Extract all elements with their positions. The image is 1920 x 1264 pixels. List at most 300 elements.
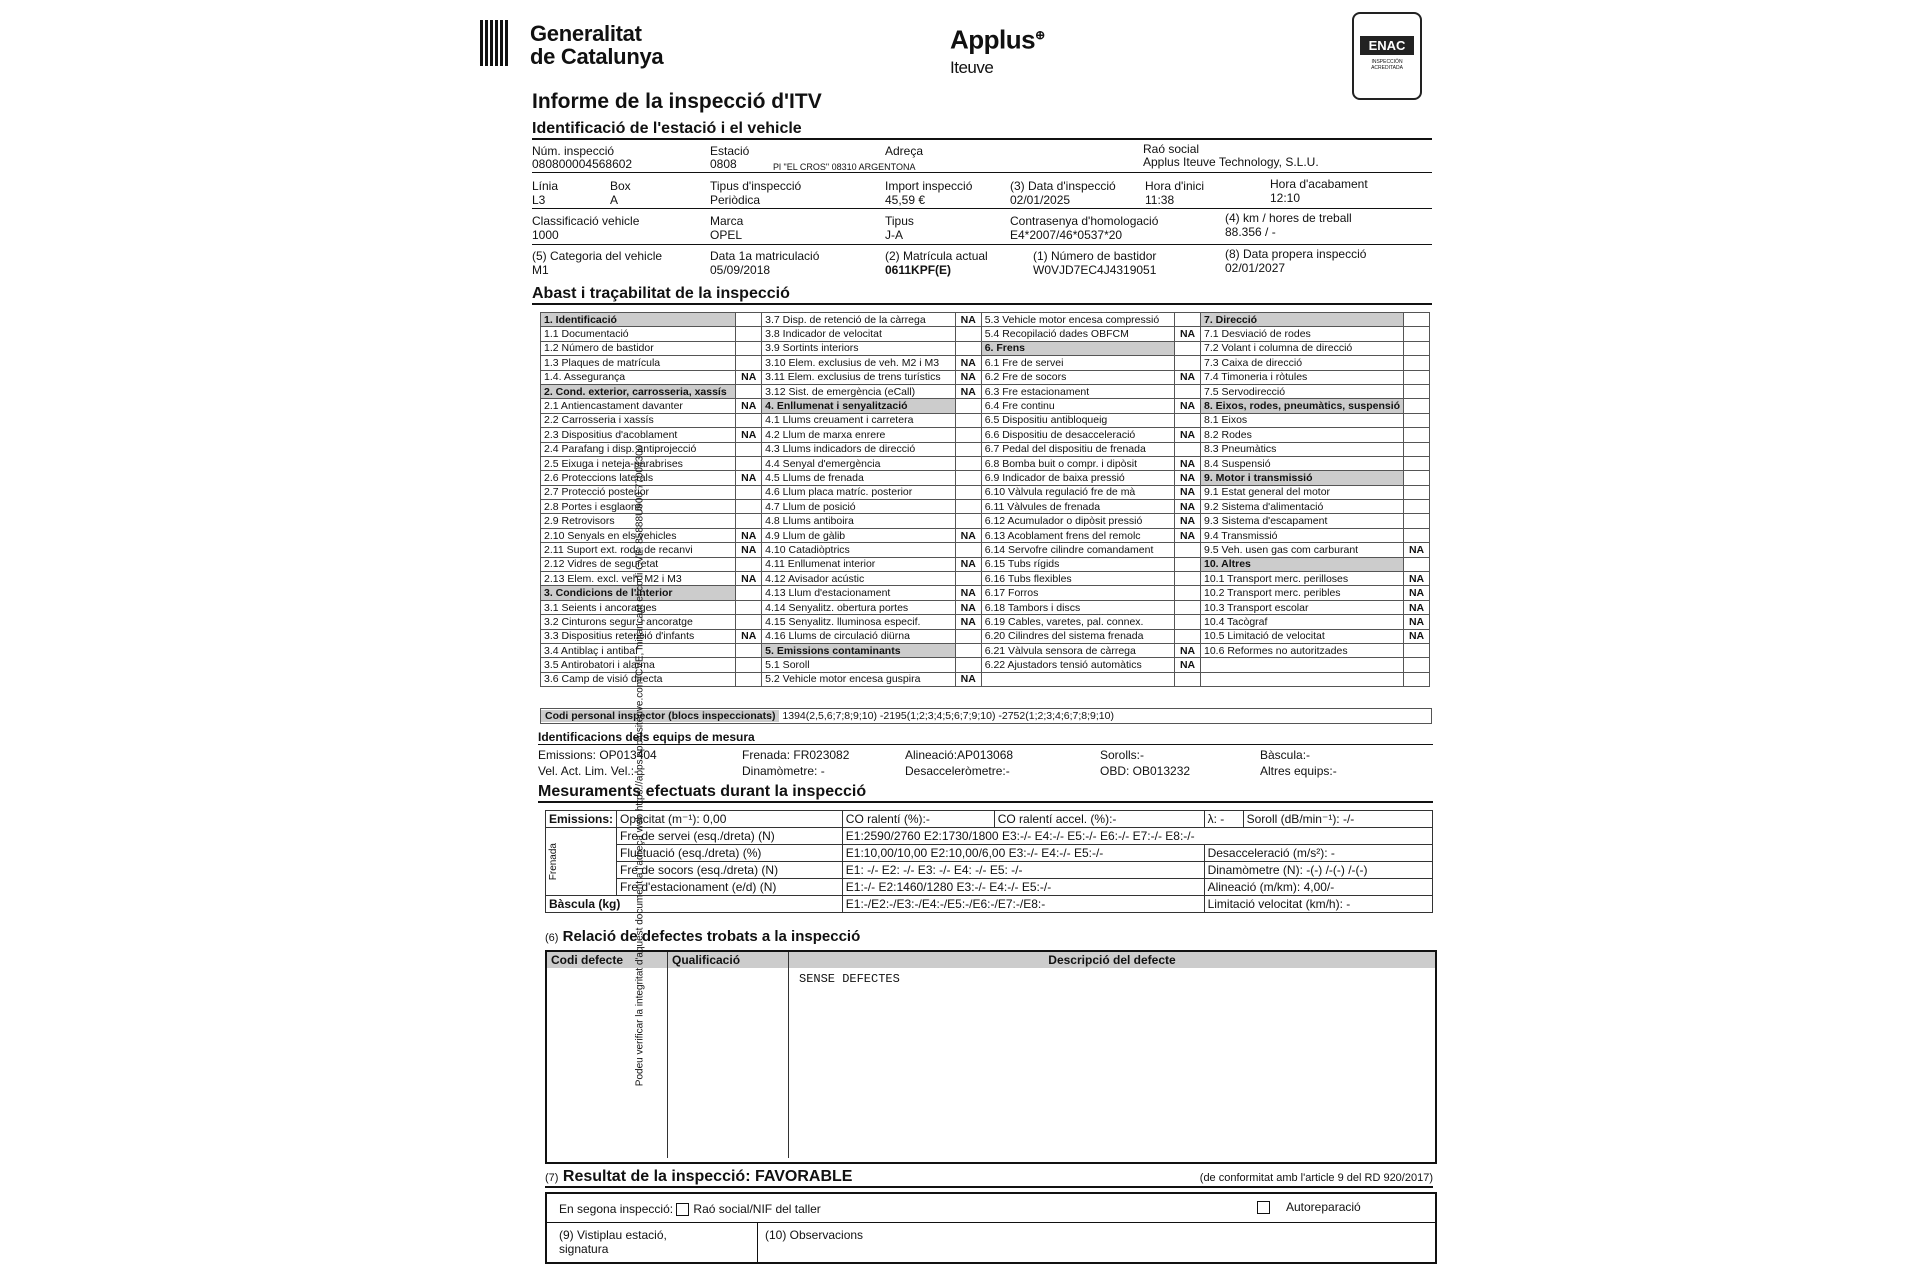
abast-na: NA [736, 543, 762, 557]
value-tipus: J-A [885, 228, 903, 242]
abast-na: NA [1175, 327, 1201, 341]
abast-na: NA [736, 471, 762, 485]
abast-na [1404, 341, 1430, 355]
mes-bascula: E1:-/E2:-/E3:-/E4:-/E5:-/E6:-/E7:-/E8:- [842, 896, 1204, 913]
label-categ: (5) Categoria del vehicle [532, 249, 663, 263]
abast-item: 7.5 Servodirecció [1200, 384, 1403, 398]
abast-item: 9.5 Veh. usen gas com carburant [1200, 543, 1403, 557]
abast-row [541, 456, 1430, 470]
defectes-table [545, 950, 1437, 1164]
abast-na [955, 399, 981, 413]
value-categ: M1 [532, 263, 549, 277]
abast-na [736, 356, 762, 370]
abast-item: 4. Enllumenat i senyalització [762, 399, 956, 413]
mes-co-acc: CO ralentí accel. (%):- [994, 811, 1204, 828]
abast-item: 3.12 Sist. de emergència (eCall) [762, 384, 956, 398]
abast-item: 6.4 Fre continu [981, 399, 1174, 413]
abast-row [541, 313, 1430, 327]
equip-desac: Desacceleròmetre:- [905, 764, 1010, 778]
abast-na: NA [736, 528, 762, 542]
abast-na [955, 327, 981, 341]
abast-row [541, 327, 1430, 341]
abast-item: 5.1 Soroll [762, 658, 956, 672]
abast-na [736, 341, 762, 355]
section-ident: Identificació de l'estació i el vehicle [532, 120, 1432, 140]
mes-co: CO ralentí (%):- [842, 811, 994, 828]
abast-na: NA [1175, 528, 1201, 542]
abast-item: 3.5 Antirobatori i alarma [541, 658, 736, 672]
abast-na [955, 643, 981, 657]
abast-na [1175, 572, 1201, 586]
abast-na [1175, 313, 1201, 327]
abast-item: 4.11 Enllumenat interior [762, 557, 956, 571]
abast-item: 4.8 Llums antiboira [762, 514, 956, 528]
abast-na: NA [1404, 615, 1430, 629]
label-estacio: Estació [710, 144, 750, 158]
abast-item: 4.15 Senyalitz. lluminosa especif. [762, 615, 956, 629]
abast-na [955, 341, 981, 355]
abast-item: 2.4 Parafang i disp. antiprojecció [541, 442, 736, 456]
abast-item: 10.3 Transport escolar [1200, 600, 1403, 614]
enac-seal-icon: ENAC INSPECCIÓN ACREDITADA [1352, 12, 1422, 100]
abast-item: 7. Direcció [1200, 313, 1403, 327]
abast-na [1404, 413, 1430, 427]
abast-row [541, 658, 1430, 672]
rao-nif-label: Raó social/NIF del taller [693, 1202, 821, 1216]
abast-item: 1. Identificació [541, 313, 736, 327]
abast-item: 6.9 Indicador de baixa pressió [981, 471, 1174, 485]
abast-na [736, 313, 762, 327]
abast-na [1404, 471, 1430, 485]
abast-na: NA [955, 356, 981, 370]
abast-na: NA [955, 672, 981, 686]
abast-na [1175, 615, 1201, 629]
value-classif: 1000 [532, 228, 559, 242]
abast-row [541, 356, 1430, 370]
abast-item: 4.10 Catadiòptrics [762, 543, 956, 557]
segona-row [559, 1202, 821, 1216]
label-propera: (8) Data propera inspecció [1225, 247, 1367, 261]
abast-na [1404, 643, 1430, 657]
abast-na [1404, 428, 1430, 442]
abast-row [541, 485, 1430, 499]
abast-row [541, 370, 1430, 384]
codi-inspector [540, 708, 1432, 724]
rao-nif-checkbox[interactable] [676, 1203, 689, 1216]
defectes-title: Relació de defectes trobats a la inspecció [562, 928, 861, 945]
abast-item: 2.11 Suport ext. roda de recanvi [541, 543, 736, 557]
label-adreca: Adreça [885, 144, 924, 158]
abast-item: 6.5 Dispositiu antibloqueig [981, 413, 1174, 427]
abast-item: 7.3 Caixa de direcció [1200, 356, 1403, 370]
label-hora-ini: Hora d'inici [1145, 179, 1204, 193]
abast-row [541, 528, 1430, 542]
defectes-num: (6) [545, 932, 559, 944]
value-matricula: 0611KPF(E) [885, 263, 952, 277]
codi-value: 1394(2,5,6;7;8;9;10) -2195(1;2;3;4;5;6;7;9;10) -2752(1;2;3;4;6;7;8;9;10) [782, 710, 1114, 722]
abast-row [541, 629, 1430, 643]
abast-na: NA [955, 615, 981, 629]
abast-na [1404, 370, 1430, 384]
abast-item: 6.7 Pedal del dispositiu de frenada [981, 442, 1174, 456]
abast-na: NA [1175, 399, 1201, 413]
abast-item: 8.4 Suspensió [1200, 456, 1403, 470]
abast-na: NA [1404, 572, 1430, 586]
label-km: (4) km / hores de treball [1225, 211, 1352, 225]
abast-na [955, 543, 981, 557]
value-box: A [610, 193, 619, 207]
abast-na: NA [955, 557, 981, 571]
abast-na: NA [1175, 471, 1201, 485]
abast-item: 10.5 Limitació de velocitat [1200, 629, 1403, 643]
abast-na: NA [1175, 514, 1201, 528]
abast-item: 10. Altres [1200, 557, 1403, 571]
org-name-line1: Generalitat [530, 21, 642, 46]
abast-na [1404, 514, 1430, 528]
abast-na: NA [736, 428, 762, 442]
abast-row [541, 428, 1430, 442]
abast-item: 4.7 Llum de posició [762, 500, 956, 514]
label-data-mat: Data 1a matriculació [710, 249, 820, 263]
abast-item: 1.1 Documentació [541, 327, 736, 341]
mes-desac: Desacceleració (m/s²): - [1204, 845, 1432, 862]
abast-item [1200, 672, 1403, 686]
abast-item: 3.1 Seients i ancoratges [541, 600, 736, 614]
abast-item: 1.2 Número de bastidor [541, 341, 736, 355]
abast-item: 2.8 Portes i esglaons [541, 500, 736, 514]
mes-estac-label: Fre d'estacionament (e/d) (N) [617, 879, 843, 896]
abast-item: 6. Frens [981, 341, 1174, 355]
abast-na [955, 514, 981, 528]
abast-item [1200, 658, 1403, 672]
label-tipus-insp: Tipus d'inspecció [710, 179, 802, 193]
abast-na: NA [1404, 586, 1430, 600]
abast-item: 3.7 Disp. de retenció de la càrrega [762, 313, 956, 327]
abast-na [955, 658, 981, 672]
brand-sub: Iteuve [950, 57, 994, 77]
mes-alin: Alineació (m/km): 4,00/- [1204, 879, 1432, 896]
abast-item: 3.3 Dispositius retenció d'infants [541, 629, 736, 643]
mes-fluct-label: Fluctuació (esq./dreta) (%) [617, 845, 843, 862]
abast-item: 4.14 Senyalitz. obertura portes [762, 600, 956, 614]
abast-item: 4.16 Llums de circulació diürna [762, 629, 956, 643]
mes-servei-label: Fre de servei (esq./dreta) (N) [617, 828, 843, 845]
abast-item: 2.7 Protecció posterior [541, 485, 736, 499]
label-bastidor: (1) Número de bastidor [1033, 249, 1157, 263]
abast-item: 3.4 Antiblaç i antibaf [541, 643, 736, 657]
mes-bascula-label: Bàscula (kg) [546, 896, 843, 913]
abast-row [541, 615, 1430, 629]
abast-item: 8.2 Rodes [1200, 428, 1403, 442]
value-bastidor: W0VJD7EC4J4319051 [1033, 263, 1157, 277]
abast-na [1404, 658, 1430, 672]
abast-na [1175, 600, 1201, 614]
abast-na [1404, 313, 1430, 327]
value-hora-ini: 11:38 [1145, 193, 1175, 207]
mes-lambda: λ: - [1204, 811, 1243, 828]
abast-na [1404, 672, 1430, 686]
abast-na [1404, 399, 1430, 413]
value-contras: E4*2007/46*0537*20 [1010, 228, 1123, 242]
value-rao: Applus Iteuve Technology, S.L.U. [1143, 155, 1319, 169]
abast-row [541, 413, 1430, 427]
abast-row [541, 471, 1430, 485]
label-contras: Contrasenya d'homologació [1010, 214, 1159, 228]
abast-na: NA [1175, 500, 1201, 514]
abast-item: 6.3 Fre estacionament [981, 384, 1174, 398]
abast-na: NA [1404, 629, 1430, 643]
resultat-note: (de conformitat amb l'article 9 del RD 920/2017) [1199, 1172, 1433, 1184]
mes-servei: E1:2590/2760 E2:1730/1800 E3:-/- E4:-/- E5:-/- E6:-/- E7:-/- E8:-/- [842, 828, 1432, 845]
abast-na [955, 471, 981, 485]
abast-na [736, 327, 762, 341]
abast-item: 9.3 Sistema d'escapament [1200, 514, 1403, 528]
abast-na [955, 456, 981, 470]
abast-na [1175, 557, 1201, 571]
abast-row [541, 543, 1430, 557]
abast-item: 9.2 Sistema d'alimentació [1200, 500, 1403, 514]
abast-item: 6.16 Tubs flexibles [981, 572, 1174, 586]
abast-na [1404, 327, 1430, 341]
autorep-checkbox[interactable] [1257, 1201, 1270, 1214]
abast-na [1404, 557, 1430, 571]
abast-na: NA [1175, 485, 1201, 499]
abast-item: 5.3 Vehicle motor encesa compressió [981, 313, 1174, 327]
abast-na [1404, 528, 1430, 542]
abast-row [541, 341, 1430, 355]
abast-item: 1.3 Plaques de matrícula [541, 356, 736, 370]
abast-na: NA [1404, 600, 1430, 614]
abast-na [1404, 485, 1430, 499]
abast-row [541, 572, 1430, 586]
abast-item: 7.2 Volant i columna de direcció [1200, 341, 1403, 355]
abast-na [736, 658, 762, 672]
value-km: 88.356 / - [1225, 225, 1276, 239]
equip-vel: Vel. Act. Lim. Vel.:- [538, 764, 639, 778]
value-propera: 02/01/2027 [1225, 261, 1286, 275]
abast-na: NA [1175, 370, 1201, 384]
abast-na: NA [955, 528, 981, 542]
abast-item: 8.1 Eixos [1200, 413, 1403, 427]
abast-item: 4.2 Llum de marxa enrere [762, 428, 956, 442]
equip-sorolls: Sorolls:- [1100, 748, 1145, 762]
abast-na [736, 514, 762, 528]
abast-item: 10.2 Transport merc. peribles [1200, 586, 1403, 600]
abast-item: 6.2 Fre de socors [981, 370, 1174, 384]
abast-item: 7.1 Desviació de rodes [1200, 327, 1403, 341]
abast-table [540, 312, 1430, 687]
abast-na: NA [955, 370, 981, 384]
abast-item: 1.4. Assegurança [541, 370, 736, 384]
abast-item: 6.11 Vàlvules de frenada [981, 500, 1174, 514]
value-tipus-insp: Periòdica [710, 193, 761, 207]
report-title: Informe de la inspecció d'ITV [532, 90, 822, 113]
mes-socors-label: Fre de socors (esq./dreta) (N) [617, 862, 843, 879]
defectes-col-codi: Codi defecte [547, 952, 668, 968]
abast-na [736, 442, 762, 456]
vistiplau-label: (9) Vistiplau estació, signatura [559, 1228, 667, 1256]
brand-name: Applus [950, 24, 1036, 55]
segona-inspeccio-box [545, 1192, 1437, 1264]
org-name-line2: de Catalunya [530, 44, 664, 69]
abast-item: 2.2 Carrosseria i xassís [541, 413, 736, 427]
abast-na [1175, 672, 1201, 686]
section-abast: Abast i traçabilitat de la inspecció [532, 285, 1432, 305]
abast-item: 6.17 Forros [981, 586, 1174, 600]
abast-item: 6.19 Cables, varetes, pal. connex. [981, 615, 1174, 629]
abast-item: 4.3 Llums indicadors de direcció [762, 442, 956, 456]
defectes-col-desc: Descripció del defecte [1048, 953, 1176, 967]
abast-item: 2.1 Antiencastament davanter [541, 399, 736, 413]
equip-alin: Alineació:AP013068 [905, 748, 1014, 762]
abast-item: 9.1 Estat general del motor [1200, 485, 1403, 499]
abast-item: 4.5 Llums de frenada [762, 471, 956, 485]
label-box: Box [610, 179, 631, 193]
abast-item: 4.13 Llum d'estacionament [762, 586, 956, 600]
autorep-label: Autoreparació [1286, 1200, 1361, 1214]
value-adreca: Pl "EL CROS" 08310 ARGENTONA [773, 162, 916, 172]
defectes-col-qual: Qualificació [668, 952, 789, 968]
abast-item: 3.2 Cinturons segur. i ancoratge [541, 615, 736, 629]
abast-item: 6.18 Tambors i discs [981, 600, 1174, 614]
abast-item: 7.4 Timoneria i ròtules [1200, 370, 1403, 384]
abast-na [736, 586, 762, 600]
equip-dina: Dinamòmetre: - [742, 764, 825, 778]
abast-item: 5. Emissions contaminants [762, 643, 956, 657]
abast-item [981, 672, 1174, 686]
abast-item: 3.8 Indicador de velocitat [762, 327, 956, 341]
abast-item: 4.4 Senyal d'emergència [762, 456, 956, 470]
abast-row [541, 643, 1430, 657]
abast-na: NA [955, 384, 981, 398]
generalitat-name [530, 22, 663, 68]
abast-na [736, 615, 762, 629]
abast-item: 6.12 Acumulador o dipòsit pressió [981, 514, 1174, 528]
resultat-num: (7) [545, 1172, 559, 1184]
abast-row [541, 442, 1430, 456]
abast-row [541, 586, 1430, 600]
abast-item: 3.11 Elem. exclusius de trens turístics [762, 370, 956, 384]
abast-item: 5.4 Recopilació dades OBFCM [981, 327, 1174, 341]
abast-row [541, 514, 1430, 528]
mesures-table [545, 810, 1433, 913]
abast-item: 6.15 Tubs rígids [981, 557, 1174, 571]
abast-item: 5.2 Vehicle motor encesa guspira [762, 672, 956, 686]
value-hora-fi: 12:10 [1270, 191, 1301, 205]
abast-na [955, 500, 981, 514]
equip-altres: Altres equips:- [1260, 764, 1337, 778]
abast-na: NA [955, 600, 981, 614]
abast-item: 4.9 Llum de gàlib [762, 528, 956, 542]
mes-soroll: Soroll (dB/min⁻¹): -/- [1243, 811, 1432, 828]
label-matricula: (2) Matrícula actual [885, 249, 988, 263]
label-data-insp: (3) Data d'inspecció [1010, 179, 1116, 193]
inspection-report-page [480, 0, 1435, 1260]
abast-item: 2.13 Elem. excl. veh. M2 i M3 [541, 572, 736, 586]
abast-item: 3.6 Camp de visió directa [541, 672, 736, 686]
observ-label: (10) Observacions [765, 1228, 864, 1242]
abast-na: NA [955, 313, 981, 327]
abast-na [955, 428, 981, 442]
mes-socors: E1: -/- E2: -/- E3: -/- E4: -/- E5: -/- [842, 862, 1204, 879]
mes-dina: Dinamòmetre (N): -(-) /-(-) /-(-) [1204, 862, 1432, 879]
abast-item: 6.1 Fre de servei [981, 356, 1174, 370]
abast-row [541, 600, 1430, 614]
value-import: 45,59 € [885, 193, 926, 207]
section-defectes [545, 928, 1433, 945]
abast-na [1404, 384, 1430, 398]
abast-na [736, 600, 762, 614]
abast-item: 4.6 Llum placa matríc. posterior [762, 485, 956, 499]
abast-na [955, 413, 981, 427]
abast-item: 3.10 Elem. exclusius de veh. M2 i M3 [762, 356, 956, 370]
abast-na [1404, 356, 1430, 370]
abast-item: 6.13 Acoblament frens del remolc [981, 528, 1174, 542]
codi-label: Codi personal inspector (blocs inspeccionats) [541, 710, 779, 722]
abast-na [1175, 543, 1201, 557]
label-import: Import inspecció [885, 179, 973, 193]
abast-na [736, 643, 762, 657]
abast-item: 2.6 Proteccions laterals [541, 471, 736, 485]
applus-logo: Applus⊕ Iteuve [950, 22, 1045, 81]
abast-item: 9. Motor i transmissió [1200, 471, 1403, 485]
abast-item: 6.20 Cilindres del sistema frenada [981, 629, 1174, 643]
equip-bascula: Bàscula:- [1260, 748, 1311, 762]
abast-item: 2.10 Senyals en els vehicles [541, 528, 736, 542]
label-tipus: Tipus [885, 214, 914, 228]
abast-na: NA [1175, 658, 1201, 672]
abast-na [1404, 456, 1430, 470]
section-equips: Identificacions dels equips de mesura [538, 730, 1433, 745]
value-num-insp: 080800004568602 [532, 157, 633, 171]
label-marca: Marca [710, 214, 744, 228]
abast-na [1404, 442, 1430, 456]
abast-item: 6.8 Bomba buit o compr. i dipòsit [981, 456, 1174, 470]
abast-na [1175, 356, 1201, 370]
resultat-label: Resultat de la inspecció: FAVORABLE [562, 1168, 853, 1185]
value-marca: OPEL [710, 228, 743, 242]
value-estacio: 0808 [710, 157, 737, 171]
abast-item: 10.4 Tacògraf [1200, 615, 1403, 629]
abast-item: 10.6 Reformes no autoritzades [1200, 643, 1403, 657]
segona-label: En segona inspecció: [559, 1202, 674, 1216]
defectes-text: SENSE DEFECTES [799, 972, 900, 986]
generalitat-logo-icon [480, 20, 520, 68]
abast-na: NA [736, 572, 762, 586]
abast-na: NA [736, 399, 762, 413]
abast-na [736, 557, 762, 571]
abast-na [1404, 500, 1430, 514]
value-data-mat: 05/09/2018 [710, 263, 771, 277]
abast-na [955, 485, 981, 499]
abast-item: 2.9 Retrovisors [541, 514, 736, 528]
label-rao: Raó social [1143, 142, 1200, 156]
abast-na [736, 500, 762, 514]
abast-item: 6.6 Dispositiu de desacceleració [981, 428, 1174, 442]
mes-limit: Limitació velocitat (km/h): - [1204, 896, 1432, 913]
abast-item: 4.12 Avisador acústic [762, 572, 956, 586]
abast-item: 2.12 Vidres de seguretat [541, 557, 736, 571]
resultat [545, 1168, 1433, 1188]
abast-item: 9.4 Transmissió [1200, 528, 1403, 542]
equip-emis: Emissions: OP013404 [538, 748, 657, 762]
abast-item: 8. Eixos, rodes, pneumàtics, suspensió [1200, 399, 1403, 413]
abast-item: 3.9 Sortints interiors [762, 341, 956, 355]
autorep-row [1257, 1200, 1361, 1214]
abast-na [736, 485, 762, 499]
abast-na: NA [1404, 543, 1430, 557]
abast-row [541, 500, 1430, 514]
